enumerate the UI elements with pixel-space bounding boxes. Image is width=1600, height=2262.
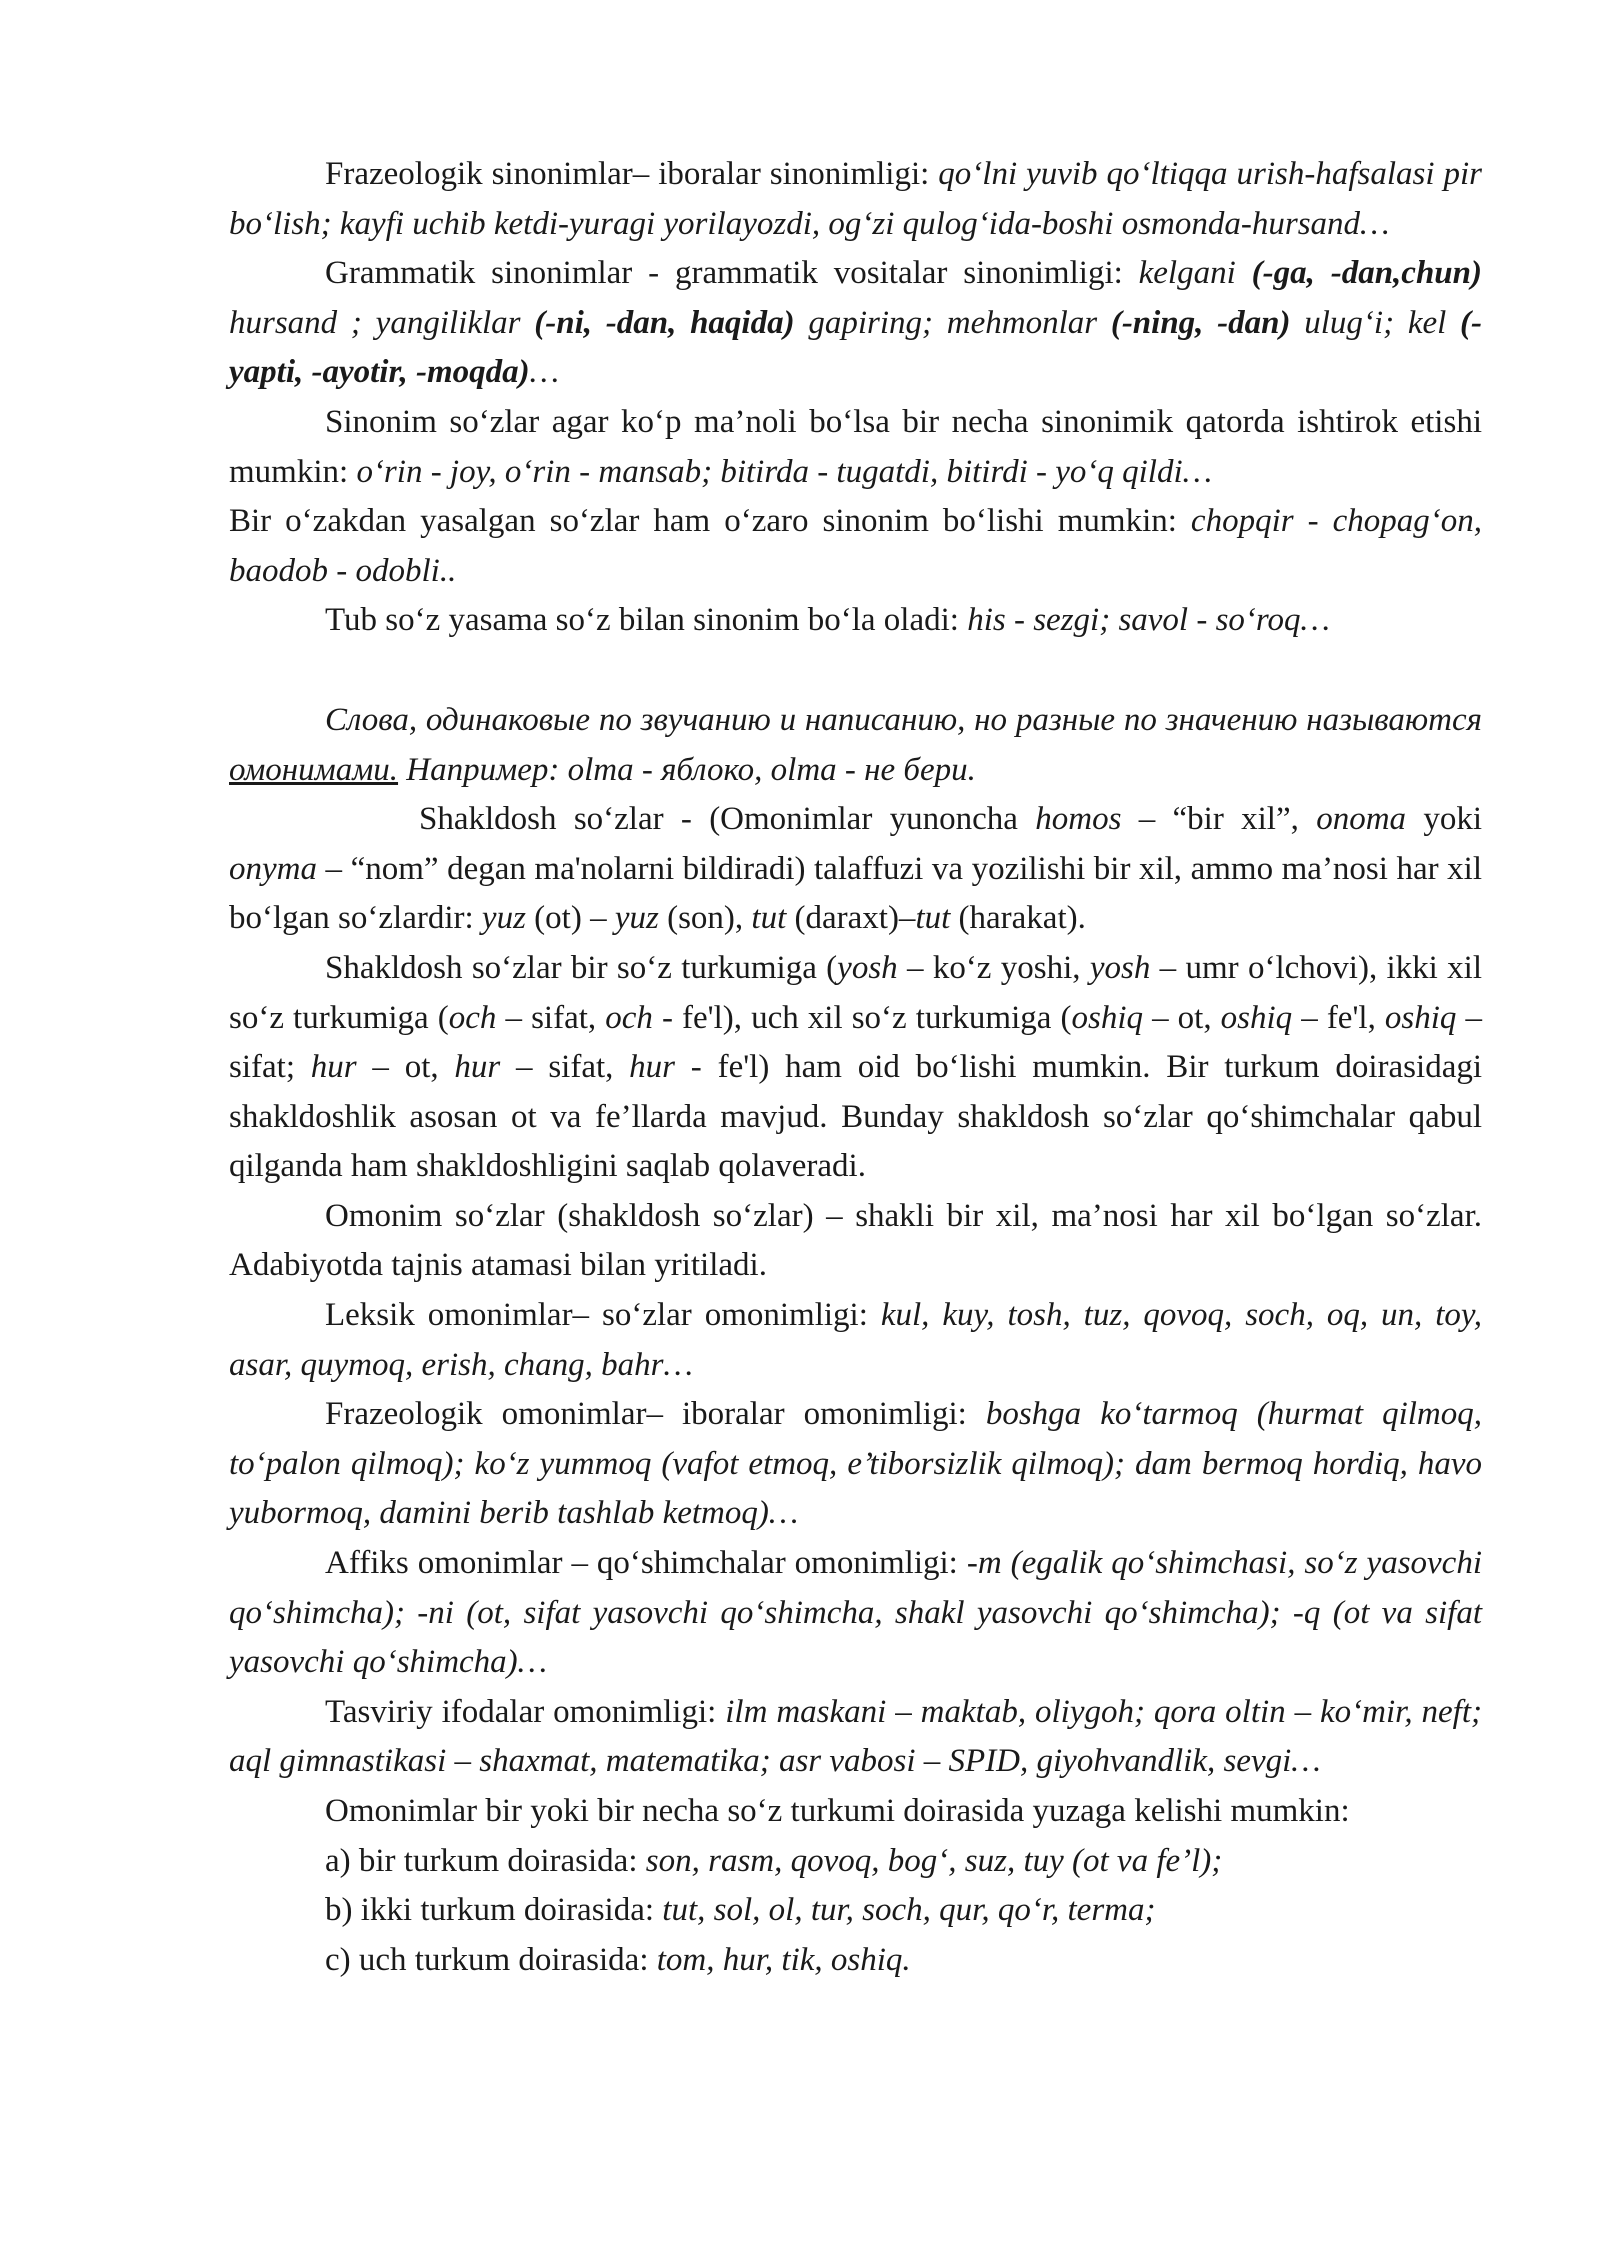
- text-run: boshga ko‘tarmoq (hurmat qilmoq, to‘palon qilmoq); ko‘z yummoq (vafot etmoq, e’tiborsizlik qilmoq); dam bermoq hordiq, havo yubormoq, damini berib tashlab ketmoq)…: [229, 1396, 1483, 1532]
- text-run: Frazeologik sinonimlar– iboralar sinonimligi:: [325, 156, 939, 192]
- text-run: his - sezgi; savol - so‘roq…: [967, 602, 1330, 639]
- text-run: …: [529, 354, 559, 391]
- text-run: kul, kuy, tosh, tuz, qovoq, soch, oq, un, toy, asar, quymoq, erish, chang, bahr…: [229, 1297, 1482, 1383]
- text-run: a) bir turkum doirasida:: [325, 1842, 646, 1879]
- text-run: – “nom” degan ma'nolarni bildiradi) talaffuzi va yozilishi bir xil, ammo ma’nosi har xil bo‘lgan so‘zlardir:: [229, 850, 1482, 937]
- text-run: (harakat).: [950, 900, 1086, 937]
- text-run: Sinonim so‘zlar agar ko‘p ma’noli bo‘lsa bir necha sinonimik qatorda ishtirok etishi mumkin:: [229, 403, 1482, 490]
- paragraph-list-b: [229, 1886, 1482, 1936]
- text-run: (-ning, -dan): [1110, 304, 1291, 341]
- text-run: kelgani: [1138, 255, 1252, 292]
- text-run: c) uch turkum doirasida:: [325, 1941, 657, 1978]
- document-page: [229, 150, 1482, 1985]
- text-run: Omonimlar bir yoki bir necha so‘z turkumi doirasida yuzaga kelishi mumkin:: [325, 1793, 1350, 1829]
- paragraph-frazeologik-omonimlar: [229, 1390, 1482, 1539]
- paragraph-spacer: [229, 646, 1482, 696]
- text-run: oshiq: [1071, 999, 1143, 1036]
- text-run: Leksik omonimlar– so‘zlar omonimligi:: [325, 1297, 881, 1334]
- text-run: – ot,: [356, 1049, 455, 1086]
- text-run: Слова, одинаковые по звучанию и написанию, но разные по значению называются: [325, 701, 1482, 738]
- text-run: chopqir - chopag‘on, baodob - odobli..: [229, 503, 1482, 589]
- text-run: Frazeologik omonimlar– iboralar omonimligi:: [325, 1396, 986, 1433]
- text-run: oshiq: [1384, 999, 1457, 1036]
- paragraph-shakldosh-turkum: [229, 944, 1482, 1192]
- text-run: yuz: [614, 900, 659, 937]
- text-run: Omonim so‘zlar (shakldosh so‘zlar) – shakli bir xil, ma’nosi har xil bo‘lgan so‘zlar. Adabiyotda tajnis atamasi bilan yritiladi.: [229, 1197, 1482, 1284]
- text-run: och: [448, 999, 497, 1036]
- text-run: hur: [454, 1049, 501, 1086]
- text-run: ilm maskani – maktab, oliygoh; qora oltin – ko‘mir, neft; aql gimnastikasi – shaxmat, matematika; asr vabosi – SPID, giyohvandlik, sevgi…: [229, 1693, 1483, 1780]
- text-run: hursand ; yangiliklar: [229, 304, 535, 341]
- text-run: son, rasm, qovoq, bog‘, suz, tuy (ot va fe’l);: [645, 1842, 1223, 1879]
- paragraph-affiks-omonimlar: [229, 1539, 1482, 1688]
- text-run: -m (egalik qo‘shimchasi, so‘z yasovchi qo‘shimcha); -ni (ot, sifat yasovchi qo‘shimcha, shakl yasovchi qo‘shimcha); -q (ot va sifat yasovchi qo‘shimcha)…: [229, 1545, 1483, 1681]
- paragraph-russian-definition: [229, 696, 1482, 795]
- paragraph-omonimlar-turkum: [229, 1787, 1482, 1837]
- text-run: (son),: [658, 900, 752, 937]
- text-run: yuz: [481, 900, 526, 937]
- text-run: Например: olma - яблоко, olma - не бери.: [398, 751, 976, 788]
- text-run: – “bir xil”,: [1121, 801, 1317, 838]
- text-run: – sifat,: [496, 999, 606, 1036]
- text-run: Shakldosh so‘zlar bir so‘z turkumiga (: [325, 949, 838, 986]
- paragraph-shakldosh-definition: [229, 795, 1482, 944]
- text-run: – ot,: [1143, 999, 1221, 1036]
- text-run: – sifat,: [500, 1049, 630, 1086]
- text-run: qo‘lni yuvib qo‘ltiqqa urish-hafsalasi pir bo‘lish; kayfi uchib ketdi-yuragi yorilayozdi, og‘zi qulog‘ida-boshi osmonda-hursand…: [229, 156, 1483, 242]
- text-run: Bir o‘zakdan yasalgan so‘zlar ham o‘zaro sinonim bo‘lishi mumkin:: [229, 503, 1191, 540]
- text-run: tut: [751, 900, 787, 937]
- text-run: – umr o‘lchovi), ikki xil so‘z turkumiga (: [229, 949, 1483, 1036]
- text-run: onoma: [1316, 801, 1407, 838]
- text-run: gapiring; mehmonlar: [794, 304, 1111, 341]
- text-run: Tub so‘z yasama so‘z bilan sinonim bo‘la oladi:: [325, 602, 968, 639]
- text-run: ulug‘i; kel: [1290, 304, 1461, 341]
- text-run: Tasviriy ifodalar omonimligi:: [325, 1693, 726, 1730]
- paragraph-tub-soz: [229, 596, 1482, 646]
- text-run: – ko‘z yoshi,: [897, 949, 1090, 986]
- text-run: (-yapti, -ayotir, -moqda): [229, 304, 1483, 391]
- text-run: hur: [310, 1049, 357, 1086]
- text-run: - fe'l) ham oid bo‘lishi mumkin. Bir turkum doirasidagi shakldoshlik asosan ot va fe’llarda mavjud. Bunday shakldosh so‘zlar qo‘shimchalar qabul qilganda ham shakldoshligini saqlab qolaveradi.: [229, 1049, 1483, 1185]
- text-run: Shakldosh so‘zlar - (Omonimlar yunoncha: [419, 801, 1036, 838]
- paragraph-sinonim-qatorlar: [229, 398, 1482, 497]
- text-run: - fe'l), uch xil so‘z turkumiga (: [652, 999, 1072, 1036]
- text-run: tut, sol, ol, tur, soch, qur, qo‘r, terma;: [662, 1892, 1156, 1929]
- text-run: – sifat;: [229, 999, 1482, 1086]
- text-run: yosh: [1089, 949, 1151, 986]
- text-run: Affiks omonimlar – qo‘shimchalar omonimligi:: [325, 1545, 967, 1582]
- text-run: o‘rin - joy, o‘rin - mansab; bitirda - tugatdi, bitirdi - yo‘q qildi…: [356, 453, 1212, 490]
- text-run: yoki: [1406, 801, 1483, 838]
- text-run: homos: [1035, 801, 1122, 838]
- text-run: омонимами.: [229, 751, 399, 788]
- paragraph-leksik-omonimlar: [229, 1291, 1482, 1390]
- text-run: hur: [629, 1049, 676, 1086]
- text-run: (-ni, -dan, haqida): [534, 304, 795, 341]
- text-run: tut: [915, 900, 951, 937]
- text-run: yosh: [837, 949, 898, 986]
- text-run: – fe'l,: [1292, 999, 1385, 1036]
- text-run: (daraxt)–: [786, 900, 916, 937]
- text-run: (ot) –: [525, 900, 615, 937]
- text-run: och: [605, 999, 653, 1036]
- paragraph-bir-ozak: [229, 497, 1482, 596]
- paragraph-list-c: [229, 1936, 1482, 1986]
- paragraph-grammatik-sinonimlar: [229, 249, 1482, 398]
- paragraph-tasviriy-ifodalar: [229, 1688, 1482, 1787]
- text-run: tom, hur, tik, oshiq.: [656, 1941, 911, 1978]
- text-run: b) ikki turkum doirasida:: [325, 1892, 663, 1929]
- text-run: oshiq: [1220, 999, 1293, 1036]
- paragraph-list-a: [229, 1837, 1482, 1887]
- paragraph-omonim-sozlar: [229, 1192, 1482, 1291]
- text-run: onyma: [229, 850, 317, 887]
- paragraph-frazeologik-sinonimlar: [229, 150, 1482, 249]
- text-run: (-ga, -dan,chun): [1251, 255, 1482, 292]
- text-run: Grammatik sinonimlar - grammatik vositalar sinonimligi:: [325, 255, 1139, 292]
